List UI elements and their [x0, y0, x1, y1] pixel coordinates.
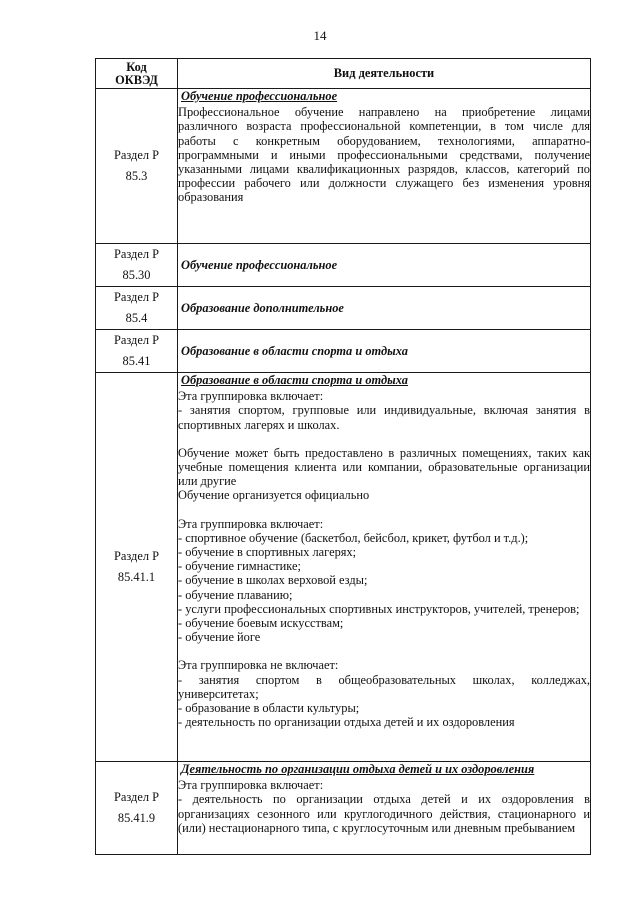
list-item: - деятельность по организации отдыха детей и их оздоровления в организациях сезонного или круглогодичного действия, стационарного и (или) нестационарного типа, с круглосуточным или дневным пребыванием — [178, 792, 590, 835]
table-row — [96, 330, 591, 373]
row-code-85-41-9 — [96, 762, 178, 855]
list-item: - занятия спортом, групповые или индивидуальные, включая занятия в спортивных лагерях и школах. — [178, 403, 590, 432]
code-line1: Раздел Р — [113, 790, 160, 804]
code-column-header — [96, 59, 178, 89]
row-title: Деятельность по организации отдыха детей и их оздоровления — [181, 762, 535, 776]
list-item: - спортивное обучение (баскетбол, бейсбол, крикет, футбол и т.д.); — [178, 530, 529, 545]
table-row — [96, 89, 591, 244]
row-code-85-3 — [96, 89, 178, 244]
row-desc-85-41-1 — [178, 373, 591, 762]
row-title: Образование в области спорта и отдыха — [181, 373, 408, 387]
page-number: 14 — [313, 28, 327, 43]
row-code-85-30 — [96, 244, 178, 287]
code-header-line2: ОКВЭД — [115, 72, 158, 87]
code-line1: Раздел Р — [113, 549, 160, 563]
paragraph: Обучение может быть предоставлено в различных помещениях, таких как учебные помещения клиента или компании, образовательные организации или другие — [178, 445, 590, 489]
include-heading: Эта группировка включает: — [178, 778, 324, 793]
row-desc-85-3 — [178, 89, 591, 244]
list-item: - деятельность по организации отдыха детей и их оздоровления — [178, 715, 515, 730]
code-line1: Раздел Р — [113, 333, 160, 347]
list-item: - обучение гимнастике; — [178, 559, 301, 574]
list-item: - обучение в спортивных лагерях; — [178, 545, 357, 560]
row-desc-85-41-9 — [178, 762, 591, 855]
include-heading: Эта группировка включает: — [178, 389, 324, 404]
code-header-line1: Код — [126, 59, 147, 74]
row-title: Обучение профессиональное — [181, 89, 338, 103]
code-line2: 85.41 — [122, 354, 151, 368]
include-heading: Эта группировка включает: — [178, 516, 324, 531]
okved-table — [95, 58, 591, 855]
row-code-85-4 — [96, 287, 178, 330]
code-line2: 85.4 — [125, 311, 148, 325]
list-item: - обучение боевым искусствам; — [178, 616, 344, 631]
row-desc-85-30 — [178, 244, 591, 287]
table-row — [96, 244, 591, 287]
code-line1: Раздел Р — [113, 148, 160, 162]
row-text: Профессиональное обучение направлено на приобретение лицами различного возраста профессиональной компетенции, в том числе для работы с конкретным оборудованием, технологиями, аппаратно-программными и иными профессиональными средствами, получение указанными лицами квалификационных разрядов, классов, категорий по профессии рабочего или должности служащего без изменения уровня образования — [178, 105, 590, 205]
row-title: Образование в области спорта и отдыха — [181, 343, 408, 358]
code-line1: Раздел Р — [113, 290, 160, 304]
activity-column-header: Вид деятельности — [178, 59, 591, 89]
list-item: - услуги профессиональных спортивных инструкторов, учителей, тренеров; — [178, 601, 580, 616]
paragraph: Обучение организуется официально — [178, 488, 370, 503]
code-line2: 85.41.1 — [117, 570, 156, 584]
list-item: - обучение йоге — [178, 630, 261, 645]
code-line2: 85.30 — [122, 268, 151, 282]
list-item: - обучение плаванию; — [178, 587, 293, 602]
code-line2: 85.41.9 — [117, 811, 156, 825]
table-row — [96, 762, 591, 855]
table-row — [96, 373, 591, 762]
table-row — [96, 287, 591, 330]
row-desc-85-4 — [178, 287, 591, 330]
list-item: - образование в области культуры; — [178, 701, 360, 716]
list-item: - обучение в школах верховой езды; — [178, 573, 368, 588]
code-line2: 85.3 — [125, 169, 148, 183]
row-code-85-41 — [96, 330, 178, 373]
row-title: Обучение профессиональное — [181, 257, 338, 272]
table-header-row — [96, 59, 591, 89]
exclude-heading: Эта группировка не включает: — [178, 658, 339, 673]
code-line1: Раздел Р — [113, 247, 160, 261]
row-desc-85-41 — [178, 330, 591, 373]
list-item: - занятия спортом в общеобразовательных школах, колледжах, университетах; — [178, 672, 590, 701]
row-title: Образование дополнительное — [181, 300, 344, 315]
row-code-85-41-1 — [96, 373, 178, 762]
